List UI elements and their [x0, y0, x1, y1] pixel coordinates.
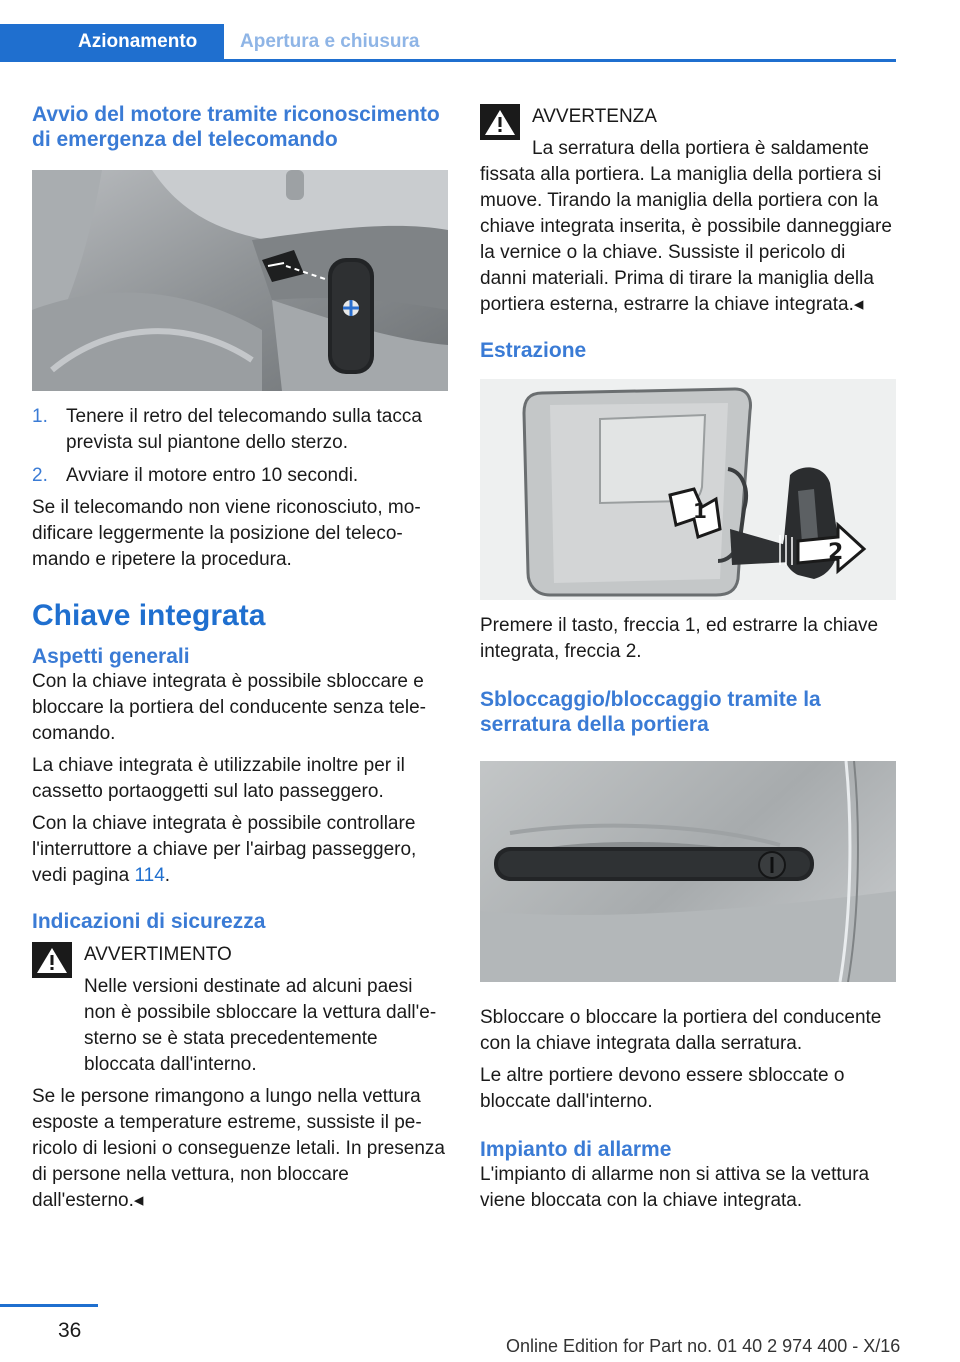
- steps-list: [32, 404, 448, 489]
- warning-text: [32, 974, 448, 1078]
- heading-sicurezza: Indicazioni di sicurezza: [32, 910, 266, 933]
- step-number: 2.: [32, 465, 48, 486]
- paragraph-glovebox: La chiave integrata è utilizzabile inoltre per il cassetto portaoggetti sul lato passeggero.: [32, 755, 405, 802]
- key-extraction-figure: [480, 379, 896, 600]
- heading-aspetti-generali: Aspetti generali: [32, 645, 190, 668]
- warning-triangle-icon: [32, 942, 72, 978]
- list-item: [32, 463, 448, 489]
- step-text: Tenere il retro del telecomando sulla tacca prevista sul piantone dello sterzo.: [66, 406, 422, 453]
- step-text: Avviare il motore entro 10 secondi.: [66, 465, 359, 486]
- door-handle-illustration: [480, 761, 896, 982]
- paragraph-other-doors: Le altre portiere devono essere sbloccate o bloccate dall'interno.: [480, 1065, 845, 1112]
- tab-azionamento[interactable]: Azionamento: [0, 24, 224, 60]
- paragraph-retry: Se il telecomando non viene riconosciuto, modificare leggermente la posizione del telecomando e ripetere la procedura.: [32, 497, 421, 570]
- notice-title: AVVERTENZA: [532, 106, 657, 127]
- paragraph-airbag-text: Con la chiave integrata è possibile controllare l'interruttore a chiave per l'airbag passeggero, vedi pagina: [32, 813, 417, 886]
- paragraph-general: Con la chiave integrata è possibile sbloccare e bloccare la portiera del conducente senza telecomando.: [32, 671, 426, 744]
- paragraph-airbag-end: .: [164, 865, 171, 886]
- arrow-label-2: 2: [828, 540, 844, 565]
- paragraph-extraction: Premere il tasto, freccia 1, ed estrarre la chiave integrata, freccia 2.: [480, 615, 879, 662]
- notice-block: [480, 104, 896, 318]
- warning-block: [32, 942, 448, 1214]
- paragraph-alarm: L'impianto di allarme non si attiva se la vettura viene bloccata con la chiave integrata.: [480, 1164, 870, 1211]
- page-number: 36: [58, 1319, 82, 1342]
- warning-triangle-icon: [480, 104, 520, 140]
- tab-apertura-chiusura[interactable]: Apertura e chiusura: [240, 31, 420, 52]
- page-link[interactable]: 114: [134, 865, 165, 886]
- warning-text-2: Se le persone rimangono a lungo nella vettura esposte a temperature estreme, sussiste il pericolo di lesioni o conseguenze letali. In presenza di persone nella vettura, non bloccare dall'esterno.◂: [32, 1086, 445, 1211]
- door-handle-photo: [480, 761, 896, 982]
- left-column: [32, 102, 448, 1214]
- steering-column-photo: [32, 170, 448, 391]
- key-extraction-illustration: [480, 379, 896, 600]
- warning-title: AVVERTIMENTO: [84, 944, 232, 965]
- notice-text: La serratura della portiera è saldamente fissata alla portiera. La maniglia della portiera si muove. Tirando la maniglia della portiera con la chiave integrata inserita, è possibile danneggiare la vernice o la chiave. Sussiste il pericolo di danni materiali. Prima di tirare la maniglia della portiera esterna, estrarre la chiave integrata.◂: [480, 138, 892, 315]
- list-item: [32, 404, 448, 456]
- arrow-label-1: 1: [693, 499, 707, 523]
- heading-estrazione: Estrazione: [480, 339, 587, 362]
- step-number: 1.: [32, 406, 48, 427]
- footer-edition: Online Edition for Part no. 01 40 2 974 400 - X/16: [506, 1336, 901, 1356]
- heading-chiave-integrata: Chiave integrata: [32, 599, 266, 632]
- heading-sbloccaggio: Sbloccaggio/bloccaggio tramite la serratura della portiera: [480, 688, 821, 736]
- footer-rule: [0, 1304, 98, 1307]
- warning-text-content: Nelle versioni destinate ad alcuni paesi non è possibile sbloccare la vettura dall'esterno se è stata precedentemente bloccata dall'interno.: [84, 976, 437, 1075]
- right-column: [480, 104, 896, 1214]
- heading-emergency-start: Avvio del motore tramite riconoscimento di emergenza del telecomando: [32, 103, 440, 151]
- steering-column-illustration: [32, 170, 448, 391]
- header-tabbar: [0, 0, 896, 62]
- paragraph-door-lock: Sbloccare o bloccare la portiera del conducente con la chiave integrata dalla serratura.: [480, 1007, 882, 1054]
- heading-allarme: Impianto di allarme: [480, 1138, 672, 1161]
- header-rule: [0, 59, 896, 62]
- paragraph-airbag: [32, 811, 448, 889]
